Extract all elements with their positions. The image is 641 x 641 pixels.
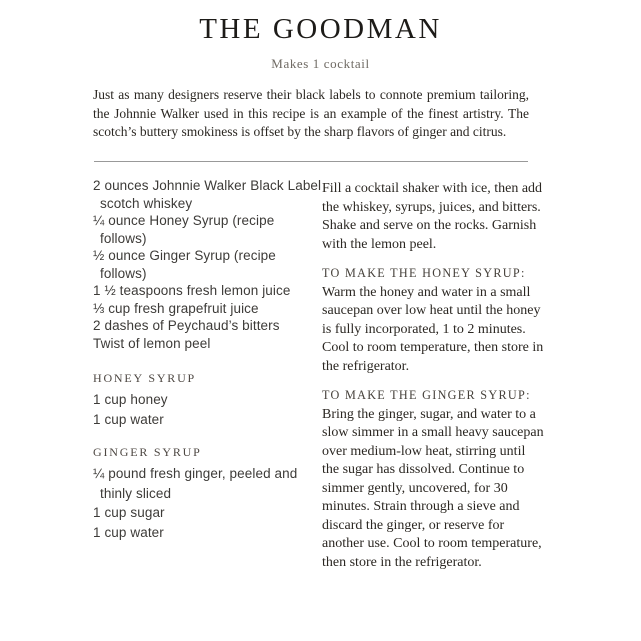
ginger-syrup-heading: GINGER SYRUP	[93, 445, 202, 459]
ingredients-column	[93, 177, 322, 542]
ingredient-item: 1 cup sugar	[93, 505, 165, 520]
honey-instructions-paragraph	[322, 264, 544, 376]
ingredient-item: 2 ounces Johnnie Walker Black Label scotch whiskey	[93, 178, 322, 211]
honey-syrup-list	[93, 390, 322, 429]
ingredient-item: ½ ounce Ginger Syrup (recipe follows)	[93, 248, 276, 281]
instructions-column	[322, 180, 544, 582]
page-title: THE GOODMAN	[199, 13, 442, 45]
ingredient-list	[93, 177, 322, 352]
ingredient-item: ⅓ cup fresh grapefruit juice	[93, 300, 259, 316]
honey-syrup-heading: HONEY SYRUP	[93, 371, 197, 385]
ingredient-item: 1 ½ teaspoons fresh lemon juice	[93, 283, 291, 298]
ingredient-item: ¼ ounce Honey Syrup (recipe follows)	[93, 213, 275, 246]
honey-syrup-section	[93, 371, 322, 429]
ingredient-item: ¼ pound fresh ginger, peeled and thinly sliced	[93, 466, 298, 501]
intro-paragraph: Just as many designers reserve their black labels to connote premium tailoring, the Johnnie Walker used in this recipe is an example of the finest artistry. The scotch’s buttery smokiness is offset by the sharp flavors of ginger and citrus.	[93, 87, 529, 139]
ginger-instructions-lead: TO MAKE THE GINGER SYRUP:	[322, 388, 531, 402]
ingredient-item: 2 dashes of Peychaud’s bitters	[93, 318, 280, 333]
ginger-syrup-list	[93, 464, 322, 542]
ginger-instructions-paragraph	[322, 386, 544, 572]
yield-note: Makes 1 cocktail	[271, 56, 370, 71]
instructions-shake-paragraph: Fill a cocktail shaker with ice, then add the whiskey, syrups, juices, and bitters. Shake and serve on the rocks. Garnish with the lemon peel.	[322, 181, 543, 252]
ingredient-item: 1 cup water	[93, 411, 164, 427]
ginger-instructions-body: Bring the ginger, sugar, and water to a slow simmer in a small heavy saucepan over medium-low heat, stirring until the sugar has dissolved. Continue to simmer gently, uncovered, for 30 minutes. Strain through a sieve and discard the ginger, or reserve for another use. Cool to room temperature, then store in the refrigerator.	[322, 406, 544, 570]
ingredient-item: 1 cup water	[93, 524, 164, 540]
ingredient-item: 1 cup honey	[93, 392, 168, 407]
ingredient-item: Twist of lemon peel	[93, 335, 211, 351]
ginger-syrup-section	[93, 445, 322, 542]
honey-instructions-lead: TO MAKE THE HONEY SYRUP:	[322, 266, 526, 280]
honey-instructions-body: Warm the honey and water in a small saucepan over low heat until the honey is fully incorporated, 1 to 2 minutes. Cool to room temperature, then store in the refrigerator.	[322, 284, 544, 374]
divider-rule	[94, 161, 528, 162]
